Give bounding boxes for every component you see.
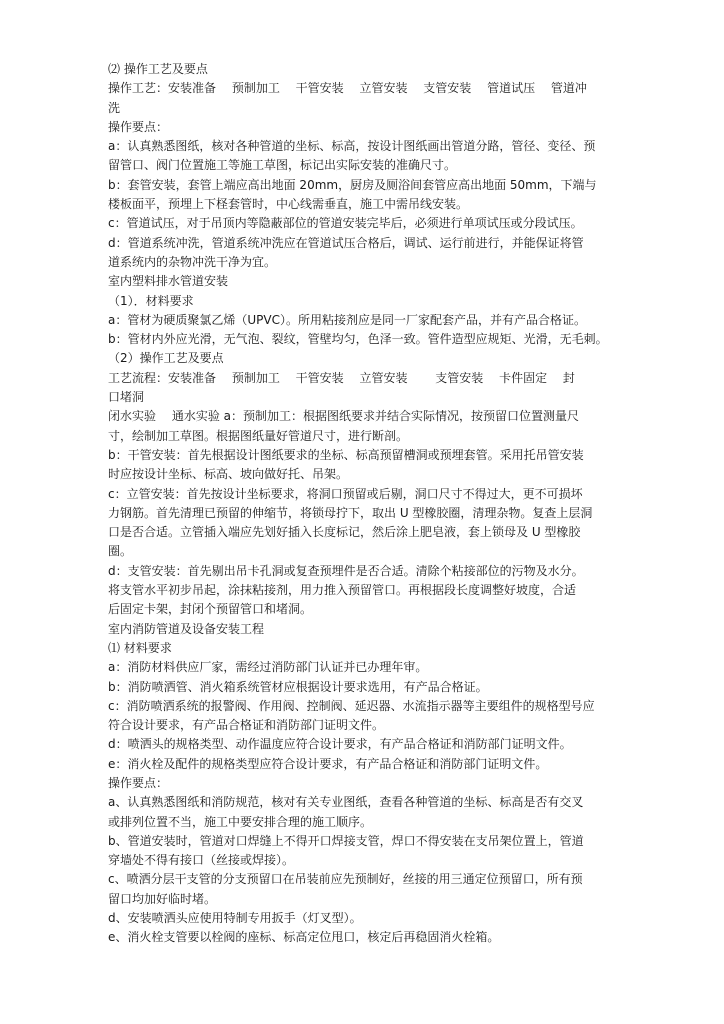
text-line: c：消防喷洒系统的报警阀、作用阀、控制阀、延迟器、水流指示器等主要组件的规格型号应 <box>108 698 595 713</box>
document-body <box>108 60 628 948</box>
text-line: 力钢筋。首先清理已预留的伸缩节，将锁母拧下，取出 U 型橡胶圈，清理杂物。复查上层洞 <box>108 505 593 520</box>
text-line: b：干管安装：首先根据设计图纸要求的坐标、标高预留槽洞或预埋套管。采用托吊管安装 <box>108 447 584 462</box>
text-line: d：管道系统冲洗，管道系统冲洗应在管道试压合格后，调试、运行前进行，并能保证将管 <box>108 235 584 250</box>
text-line: 操作工艺：安装准备 预制加工 干管安装 立管安装 支管安装 管道试压 管道冲 <box>108 81 587 96</box>
text-line: a、认真熟悉图纸和消防规范，核对有关专业图纸，查看各种管道的坐标、标高是否有交叉 <box>108 795 584 810</box>
text-line: b：管材内外应光滑，无气泡、裂纹，管壁均匀，色泽一致。管件造型应规矩、光滑，无毛刺。 <box>108 332 608 347</box>
text-line: 道系统内的杂物冲洗干净为宜。 <box>108 254 277 269</box>
text-line: c、喷洒分层干支管的分支预留口在吊装前应先预制好，丝接的用三通定位预留口，所有预 <box>108 872 583 887</box>
text-line: ⑵ 操作工艺及要点 <box>108 62 208 76</box>
text-line: 工艺流程：安装准备 预制加工 干管安装 立管安装 支管安装 卡件固定 封 <box>108 370 575 385</box>
text-line: 穿墙处不得有接口（丝接或焊接）。 <box>108 853 295 868</box>
text-line: d：支管安装：首先剔出吊卡孔洞或复查预埋件是否合适。清除个粘接部位的污物及水分。 <box>108 563 584 578</box>
text-line: 将支管水平初步吊起，涂抹粘接剂，用力推入预留管口。再根据段长度调整好坡度，合适 <box>108 583 577 598</box>
text-line: 闭水实验 通水实验 a：预制加工：根据图纸要求并结合实际情况，按预留口位置测量尺 <box>108 409 579 424</box>
text-line: 洗 <box>108 100 121 115</box>
text-line: 留口均加好临时堵。 <box>108 891 217 906</box>
text-line: 后固定卡架，封闭个预留管口和堵洞。 <box>108 602 313 617</box>
text-line: d、安装喷洒头应使用特制专用扳手（灯叉型）。 <box>108 911 362 926</box>
text-line: 口是否合适。立管插入端应先划好插入长度标记，然后涂上肥皂液，套上锁母及 U 型橡胶 <box>108 525 581 540</box>
text-line: b：消防喷洒管、消火箱系统管材应根据设计要求选用，有产品合格证。 <box>108 679 488 694</box>
text-line: 时应按设计坐标、标高、坡向做好托、吊架。 <box>108 467 349 482</box>
text-line: c：管道试压，对于吊顶内等隐蔽部位的管道安装完毕后，必须进行单项试压或分段试压。 <box>108 216 583 231</box>
text-line: b：套管安装，套管上端应高出地面 20mm，厨房及厕浴间套管应高出地面 50mm，下端与 <box>108 177 597 192</box>
text-line: c：立管安装：首先按设计坐标要求，将洞口预留或后剔，洞口尺寸不得过大，更不可损坏 <box>108 486 583 501</box>
text-line: 室内消防管道及设备安装工程 <box>108 621 265 636</box>
text-line: 操作要点： <box>108 119 169 134</box>
text-line: 留管口、阀门位置施工等施工草图，标记出实际安装的准确尺寸。 <box>108 158 457 173</box>
text-line: 或排列位置不当，施工中要安排合理的施工顺序。 <box>108 814 373 829</box>
text-line: 圈。 <box>108 544 133 559</box>
text-line: e、消火栓支管要以栓阀的座标、标高定位甩口，核定后再稳固消火栓箱。 <box>108 930 500 945</box>
text-line: （2）操作工艺及要点 <box>108 351 224 366</box>
text-line: b、管道安装时，管道对口焊缝上不得开口焊接支管，焊口不得安装在支吊架位置上，管道 <box>108 833 584 848</box>
text-line: 室内塑料排水管道安装 <box>108 274 229 289</box>
text-line: 楼板面平，预埋上下柽套管时，中心线需垂直，施工中需吊线安装。 <box>108 197 469 212</box>
text-line: ⑴ 材料要求 <box>108 640 172 655</box>
text-line: e：消火栓及配件的规格类型应符合设计要求，有产品合格证和消防部门证明文件。 <box>108 756 548 771</box>
text-line: a：认真熟悉图纸，核对各种管道的坐标、标高，按设计图纸画出管道分路，管径、变径、预 <box>108 139 596 154</box>
text-line: 符合设计要求，有产品合格证和消防部门证明文件。 <box>108 718 385 733</box>
text-line: 口堵洞 <box>108 390 145 405</box>
text-line: d：喷洒头的规格类型、动作温度应符合设计要求，有产品合格证和消防部门证明文件。 <box>108 737 572 752</box>
text-line: 操作要点： <box>108 775 169 790</box>
text-line: 寸，绘制加工草图。根据图纸量好管道尺寸，进行断剖。 <box>108 428 409 443</box>
text-line: （1）．材料要求 <box>108 293 194 308</box>
text-line: a：管材为硬质聚氯乙烯（UPVC）。所用粘接剂应是同一厂家配套产品，并有产品合格证。 <box>108 312 586 327</box>
text-line: a：消防材料供应厂家，需经过消防部门认证并已办理年审。 <box>108 660 428 675</box>
